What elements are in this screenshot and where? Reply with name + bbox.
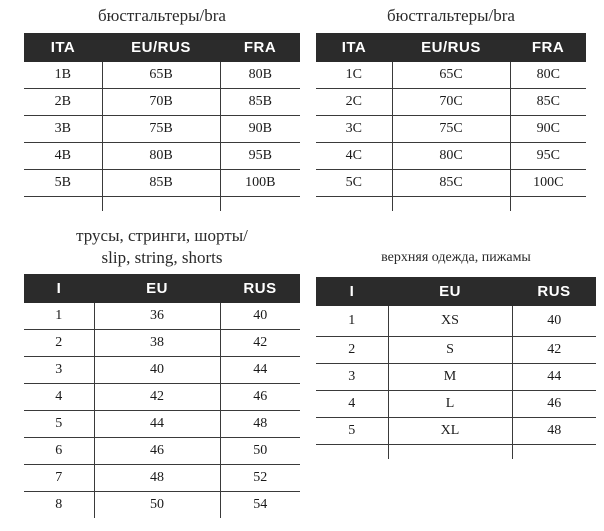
cell-rus: 42 — [512, 337, 596, 364]
table-row — [316, 62, 586, 89]
cell-eu: 50 — [94, 492, 220, 519]
cell-i: 7 — [24, 465, 94, 492]
cell-rus: 40 — [512, 306, 596, 337]
cell-eu-rus: 65C — [392, 62, 510, 89]
cell-eu-rus: 65B — [102, 62, 220, 89]
cell-eu-rus: 70C — [392, 89, 510, 116]
table-row — [24, 384, 300, 411]
header-fra: FRA — [510, 33, 586, 62]
table-row-spacer — [24, 197, 300, 212]
table-header-row — [24, 33, 300, 62]
cell-ita: 5C — [316, 170, 392, 197]
header-i: I — [316, 277, 388, 306]
cell-eu-rus: 80C — [392, 143, 510, 170]
cell-eu: 48 — [94, 465, 220, 492]
briefs-title-line1: трусы, стринги, шорты/ — [76, 226, 248, 245]
cell-i: 3 — [24, 357, 94, 384]
cell-i: 5 — [24, 411, 94, 438]
table-row — [24, 62, 300, 89]
table-row — [316, 364, 596, 391]
cell-eu: 44 — [94, 411, 220, 438]
cell-eu: M — [388, 364, 512, 391]
cell-fra: 90C — [510, 116, 586, 143]
cell-eu: 46 — [94, 438, 220, 465]
outerwear-title: верхняя одежда, пижамы — [381, 250, 531, 265]
cell-i: 5 — [316, 418, 388, 445]
cell-eu-rus: 75B — [102, 116, 220, 143]
cell-rus: 46 — [512, 391, 596, 418]
table-row — [24, 170, 300, 197]
cell-rus: 52 — [220, 465, 300, 492]
header-rus: RUS — [512, 277, 596, 306]
cell-eu: XL — [388, 418, 512, 445]
cell-i: 1 — [316, 306, 388, 337]
cell-ita: 3C — [316, 116, 392, 143]
table-row — [24, 303, 300, 330]
table-row — [24, 492, 300, 519]
table-row — [316, 143, 586, 170]
cell-fra: 85C — [510, 89, 586, 116]
cell-eu-rus: 85C — [392, 170, 510, 197]
table-row — [24, 116, 300, 143]
table-row — [24, 357, 300, 384]
cell-rus: 40 — [220, 303, 300, 330]
cell-fra: 95C — [510, 143, 586, 170]
outerwear-table — [316, 277, 596, 459]
header-eu: EU — [94, 274, 220, 303]
header-eu-rus: EU/RUS — [102, 33, 220, 62]
cell-ita: 5B — [24, 170, 102, 197]
table-row — [316, 391, 596, 418]
header-fra: FRA — [220, 33, 300, 62]
table-row — [316, 418, 596, 445]
cell-i: 6 — [24, 438, 94, 465]
bra-b-title: бюстгальтеры/bra — [98, 6, 226, 25]
cell-eu-rus: 80B — [102, 143, 220, 170]
briefs-table — [24, 274, 300, 518]
table-row — [316, 89, 586, 116]
cell-i: 2 — [24, 330, 94, 357]
cell-fra: 85B — [220, 89, 300, 116]
cell-eu: 40 — [94, 357, 220, 384]
cell-rus: 46 — [220, 384, 300, 411]
cell-eu: 38 — [94, 330, 220, 357]
table-row — [24, 411, 300, 438]
header-eu: EU — [388, 277, 512, 306]
cell-i: 4 — [24, 384, 94, 411]
bra-c-title: бюстгальтеры/bra — [387, 6, 515, 25]
cell-rus: 44 — [220, 357, 300, 384]
header-ita: ITA — [24, 33, 102, 62]
cell-rus: 42 — [220, 330, 300, 357]
cell-eu-rus: 85B — [102, 170, 220, 197]
cell-fra: 80B — [220, 62, 300, 89]
cell-rus: 54 — [253, 497, 268, 512]
cell-eu: S — [388, 337, 512, 364]
cell-eu-rus: 75C — [392, 116, 510, 143]
table-row — [24, 330, 300, 357]
table-row-spacer — [316, 197, 586, 212]
cell-eu-rus: 70B — [102, 89, 220, 116]
cell-rus: 44 — [512, 364, 596, 391]
cell-ita: 1C — [316, 62, 392, 89]
cell-fra: 100C — [510, 170, 586, 197]
bra-c-table — [316, 33, 586, 211]
table-header-row — [24, 274, 300, 303]
cell-fra: 90B — [220, 116, 300, 143]
cell-ita: 4B — [24, 143, 102, 170]
cell-rus: 48 — [220, 411, 300, 438]
cell-ita: 2B — [24, 89, 102, 116]
header-ita: ITA — [316, 33, 392, 62]
table-row — [24, 89, 300, 116]
cell-i: 8 — [24, 492, 94, 519]
cell-fra: 80C — [510, 62, 586, 89]
table-row — [316, 306, 596, 337]
cell-i: 3 — [316, 364, 388, 391]
cell-eu: XS — [388, 306, 512, 337]
cell-i: 4 — [316, 391, 388, 418]
bra-b-table — [24, 33, 300, 211]
cell-rus: 50 — [220, 438, 300, 465]
cell-fra: 95B — [220, 143, 300, 170]
table-row-spacer — [316, 445, 596, 460]
cell-i: 1 — [24, 303, 94, 330]
cell-ita: 2C — [316, 89, 392, 116]
cell-eu: L — [388, 391, 512, 418]
cell-i: 2 — [316, 337, 388, 364]
table-row — [316, 337, 596, 364]
table-header-row — [316, 277, 596, 306]
header-i: I — [24, 274, 94, 303]
table-header-row — [316, 33, 586, 62]
cell-rus: 48 — [512, 418, 596, 445]
table-row — [24, 143, 300, 170]
cell-fra: 100B — [220, 170, 300, 197]
briefs-title-line2: slip, string, shorts — [101, 248, 223, 267]
header-eu-rus: EU/RUS — [392, 33, 510, 62]
cell-eu: 42 — [94, 384, 220, 411]
cell-ita: 1B — [24, 62, 102, 89]
cell-ita: 4C — [316, 143, 392, 170]
table-row — [24, 465, 300, 492]
table-row — [316, 116, 586, 143]
cell-ita: 3B — [24, 116, 102, 143]
cell-eu: 36 — [94, 303, 220, 330]
header-rus: RUS — [220, 274, 300, 303]
table-row — [24, 438, 300, 465]
table-row — [316, 170, 586, 197]
